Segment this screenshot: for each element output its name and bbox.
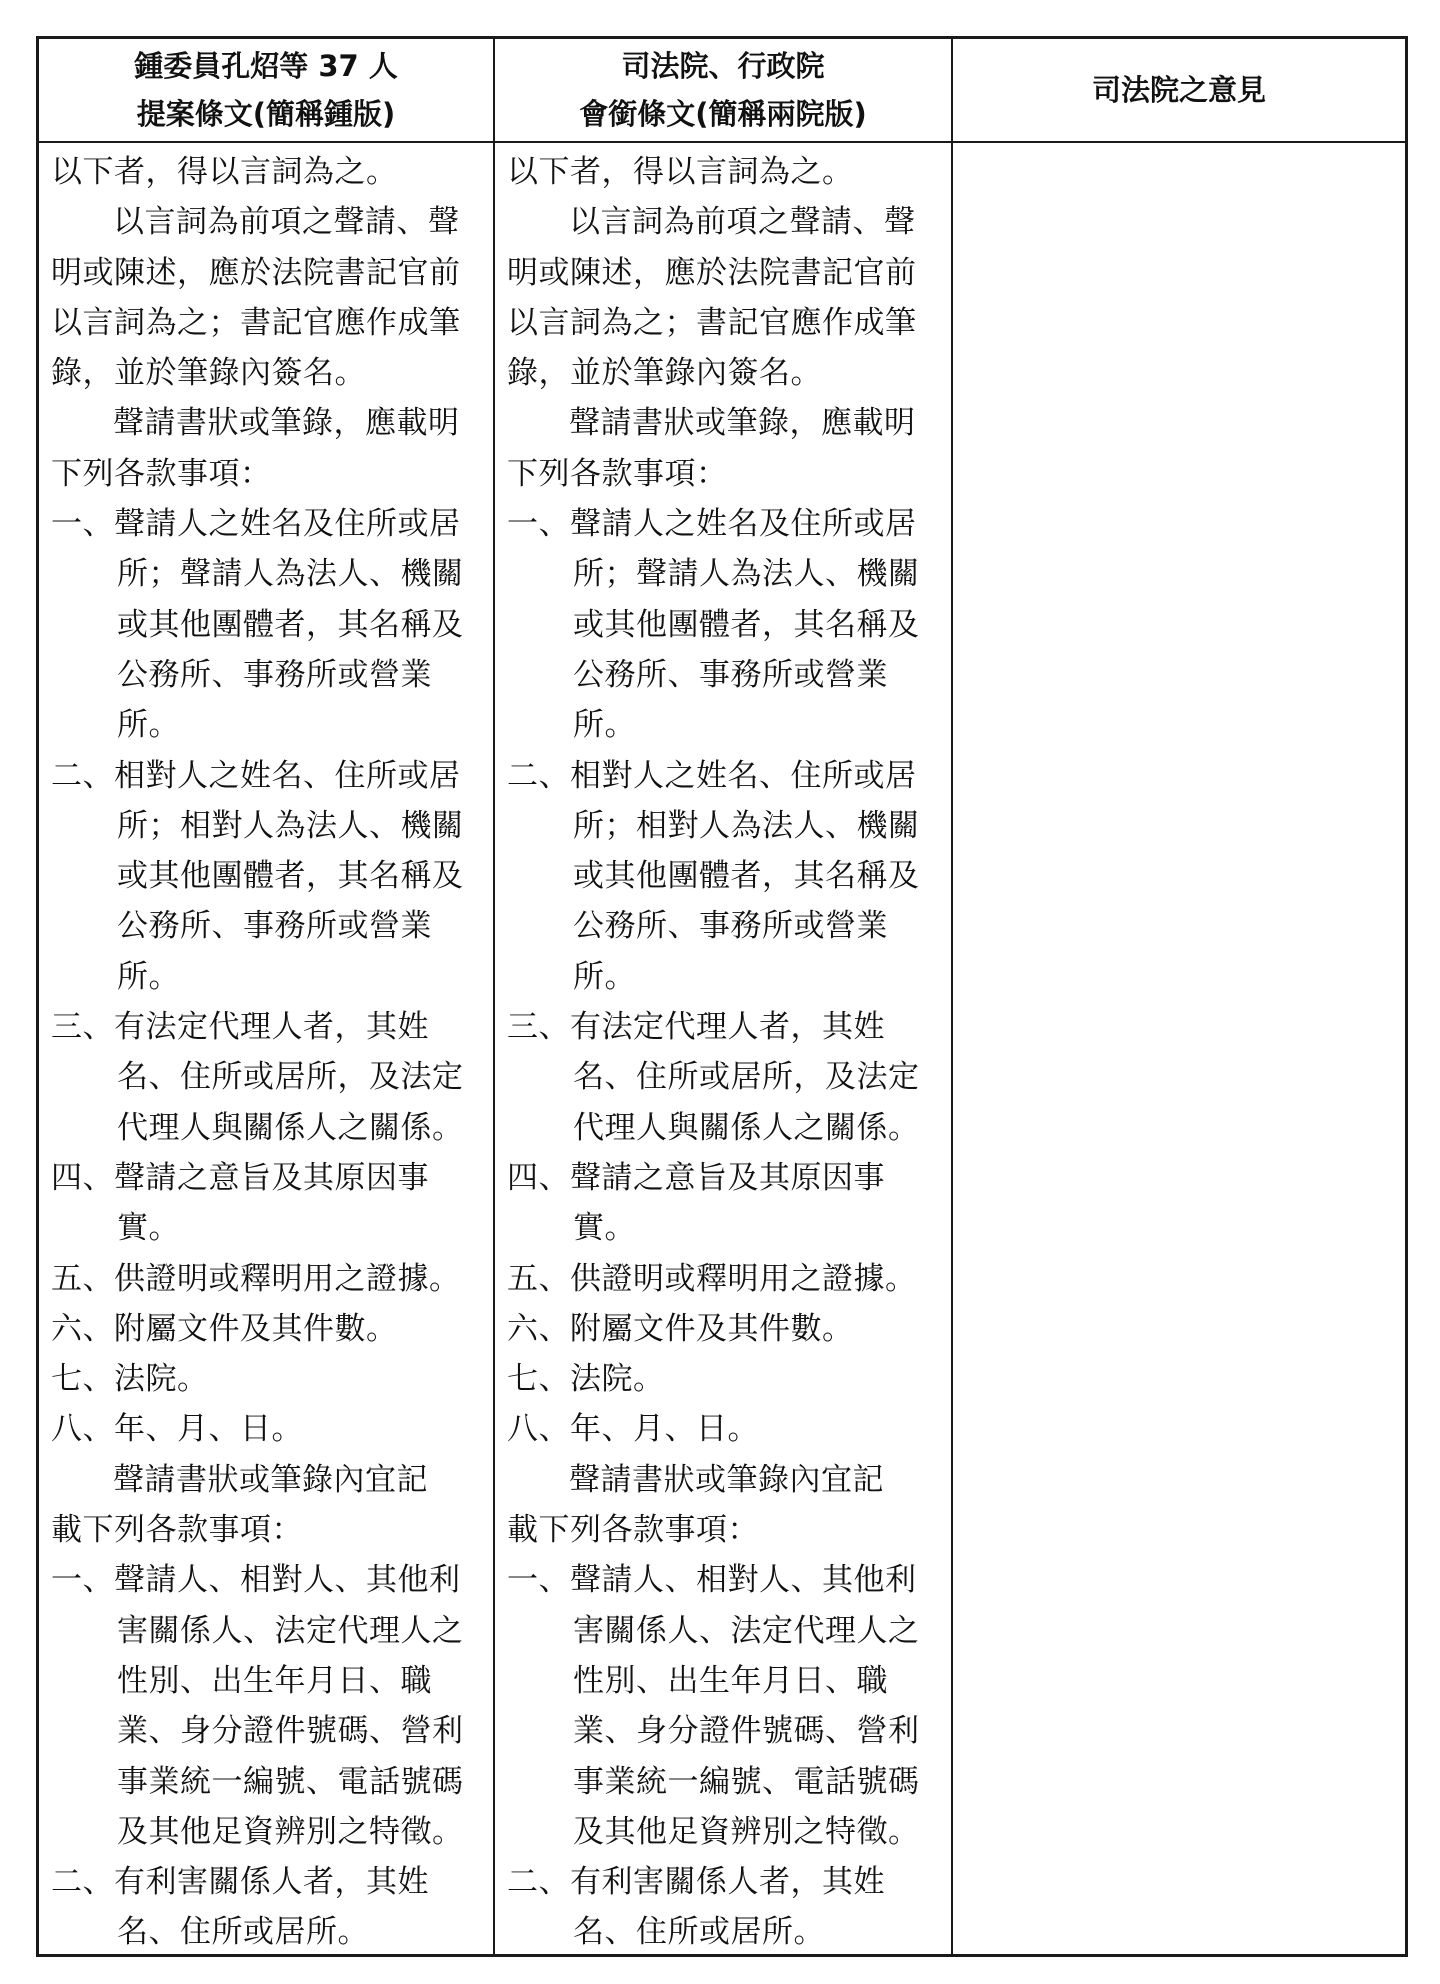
header-cell-zhong-version [39,39,493,141]
text-line: 害關係人、法定代理人之 [117,1612,464,1649]
text-line: 聲請書狀或筆錄，應載明 [569,405,916,442]
text-line: 一、聲請人、相對人、其他利 [507,1562,917,1599]
text-line: 公務所、事務所或營業 [117,656,432,693]
text-line: 代理人與關係人之關係。 [573,1109,920,1146]
text-line: 四、聲請之意旨及其原因事 [51,1159,429,1196]
text-line: 所。 [117,707,180,744]
text-line: 三、有法定代理人者，其姓 [507,1009,885,1046]
text-line: 名、住所或居所。 [117,1914,369,1951]
text-line: 二、有利害關係人者，其姓 [51,1864,429,1901]
text-line: 或其他團體者，其名稱及 [117,858,464,895]
body-cell-zhong-version [51,147,489,1958]
text-line: 以言詞為之；書記官應作成筆 [507,304,917,341]
text-line: 所；聲請人為法人、機關 [573,556,920,593]
text-line: 業、身分證件號碼、營利 [117,1713,464,1750]
header-cell-two-courts-version [495,39,951,141]
text-line: 所。 [573,707,636,744]
text-line: 六、附屬文件及其件數。 [51,1310,398,1347]
text-line: 害關係人、法定代理人之 [573,1612,920,1649]
text-line: 七、法院。 [51,1361,209,1398]
header-line: 司法院、行政院 [621,49,825,83]
text-line: 聲請書狀或筆錄，應載明 [113,405,460,442]
text-line: 六、附屬文件及其件數。 [507,1310,854,1347]
text-line: 八、年、月、日。 [51,1411,303,1448]
text-line: 名、住所或居所，及法定 [117,1059,464,1096]
text-line: 公務所、事務所或營業 [117,908,432,945]
text-line: 所。 [573,958,636,995]
text-line: 以下者，得以言詞為之。 [507,154,854,190]
text-line: 以言詞為前項之聲請、聲 [113,204,460,241]
text-line: 載下列各款事項： [507,1512,759,1549]
header-line: 提案條文(簡稱鍾版) [136,97,396,131]
header-line: 會銜條文(簡稱兩院版) [579,97,867,131]
text-line: 性別、出生年月日、職 [573,1662,888,1699]
text-line: 以言詞為前項之聲請、聲 [569,204,916,241]
text-line: 所。 [117,958,180,995]
text-line: 實。 [117,1210,180,1247]
text-line: 二、相對人之姓名、住所或居 [507,757,917,794]
text-line: 以下者，得以言詞為之。 [51,154,398,190]
text-line: 二、有利害關係人者，其姓 [507,1864,885,1901]
text-line: 或其他團體者，其名稱及 [573,858,920,895]
body-cell-two-courts-version [507,147,947,1958]
text-line: 或其他團體者，其名稱及 [117,606,464,643]
text-line: 錄，並於筆錄內簽名。 [51,355,366,392]
column-divider [493,39,495,1954]
text-line: 五、供證明或釋明用之證據。 [507,1260,917,1297]
text-line: 所；相對人為法人、機關 [573,807,920,844]
text-line: 公務所、事務所或營業 [573,908,888,945]
text-line: 下列各款事項： [507,455,728,492]
column-divider [951,39,953,1954]
text-line: 業、身分證件號碼、營利 [573,1713,920,1750]
text-line: 四、聲請之意旨及其原因事 [507,1159,885,1196]
text-line: 及其他足資辨別之特徵。 [573,1813,920,1850]
text-line: 以言詞為之；書記官應作成筆 [51,304,461,341]
text-line: 明或陳述，應於法院書記官前 [51,254,461,291]
comparison-table [36,36,1408,1957]
text-line: 所；相對人為法人、機關 [117,807,464,844]
text-line: 所；聲請人為法人、機關 [117,556,464,593]
text-line: 名、住所或居所，及法定 [573,1059,920,1096]
header-cell-judicial-opinion [953,39,1405,141]
text-line: 性別、出生年月日、職 [117,1662,432,1699]
text-line: 三、有法定代理人者，其姓 [51,1009,429,1046]
text-line: 代理人與關係人之關係。 [117,1109,464,1146]
text-line: 聲請書狀或筆錄內宜記 [569,1461,884,1498]
text-line: 事業統一編號、電話號碼 [573,1763,920,1800]
text-line: 事業統一編號、電話號碼 [117,1763,464,1800]
header-line: 鍾委員孔炤等 37 人 [134,49,398,83]
text-line: 載下列各款事項： [51,1512,303,1549]
text-line: 公務所、事務所或營業 [573,656,888,693]
header-line: 司法院之意見 [1091,73,1266,107]
text-line: 錄，並於筆錄內簽名。 [507,355,822,392]
text-line: 明或陳述，應於法院書記官前 [507,254,917,291]
text-line: 七、法院。 [507,1361,665,1398]
text-line: 及其他足資辨別之特徵。 [117,1813,464,1850]
text-line: 一、聲請人、相對人、其他利 [51,1562,461,1599]
text-line: 二、相對人之姓名、住所或居 [51,757,461,794]
text-line: 五、供證明或釋明用之證據。 [51,1260,461,1297]
text-line: 一、聲請人之姓名及住所或居 [507,506,917,543]
text-line: 一、聲請人之姓名及住所或居 [51,506,461,543]
text-line: 名、住所或居所。 [573,1914,825,1951]
text-line: 八、年、月、日。 [507,1411,759,1448]
text-line: 下列各款事項： [51,455,272,492]
text-line: 聲請書狀或筆錄內宜記 [113,1461,428,1498]
table-header-row [39,39,1405,143]
text-line: 實。 [573,1210,636,1247]
text-line: 或其他團體者，其名稱及 [573,606,920,643]
